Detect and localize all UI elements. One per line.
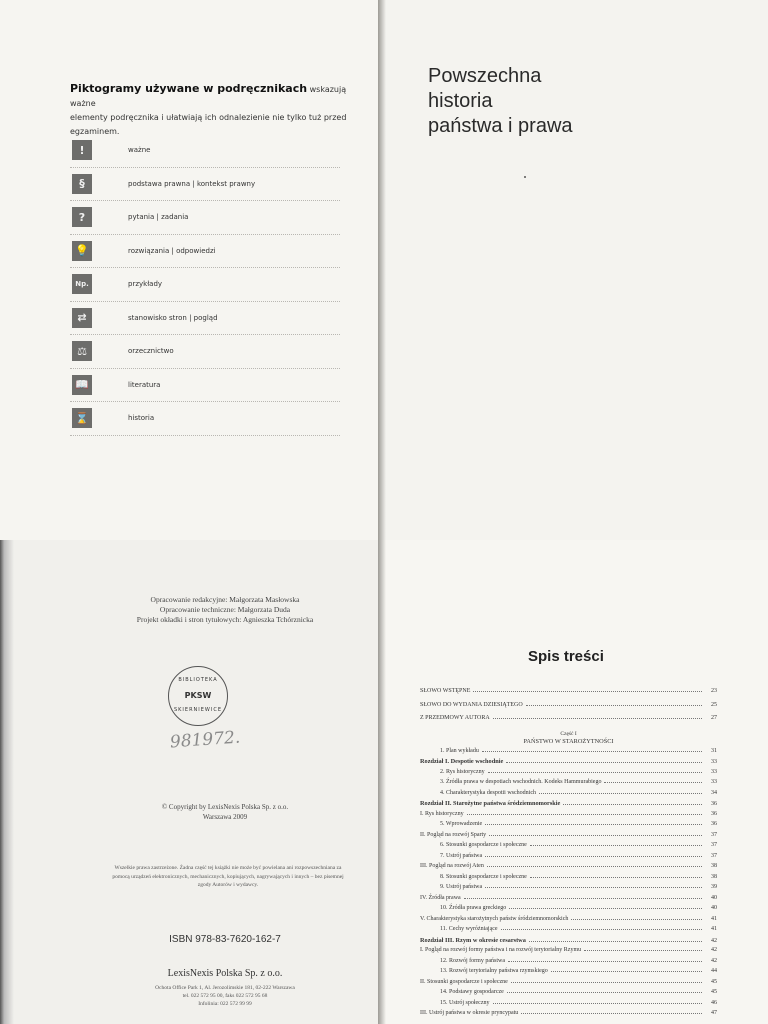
- publisher-address: Ochota Office Park 1, Al. Jerozolimskie 181, 02-222 Warszawa: [155, 985, 295, 991]
- toc-entry-label: 4. Charakterystyka despotii wschodnich: [440, 789, 536, 796]
- toc-entry-label: 3. Źródła prawa w despotiach wschodnich. Kodeks Hammurabiego: [440, 779, 602, 785]
- toc-leader-dots: [482, 751, 702, 752]
- toc-entry-label: 1. Plan wykładu: [440, 747, 479, 754]
- toc-entry-label: Z PRZEDMOWY AUTORA: [420, 715, 490, 721]
- stamp-bottom-text: SKIERNIEWICE: [173, 707, 222, 713]
- library-stamp: [168, 666, 228, 726]
- toc-row: [420, 979, 717, 990]
- toc-row: [420, 958, 717, 969]
- pictogram-row: [70, 369, 340, 403]
- shelf-mark: 981972.: [169, 727, 241, 753]
- arrows-exchange-icon: ⇄: [72, 308, 92, 328]
- pictogram-label: orzecznictwo: [128, 347, 174, 356]
- toc-entry-label: 6. Stosunki gospodarcze i społeczne: [440, 842, 527, 848]
- toc-entry-label: V. Charakterystyka starożytnych państw śródziemnomorskich: [420, 915, 569, 922]
- toc-row: [420, 926, 717, 937]
- speck: [524, 176, 526, 178]
- toc-leader-dots: [551, 971, 702, 972]
- toc-page-number: 25: [711, 701, 717, 708]
- toc-page-number: 45: [711, 989, 717, 995]
- toc-page-number: 47: [711, 1010, 717, 1016]
- pictogram-label: ważne: [128, 146, 151, 155]
- toc-leader-dots: [489, 835, 702, 836]
- toc-leader-dots: [487, 866, 702, 867]
- toc-front-matter: [420, 688, 717, 729]
- copyright-block: [100, 802, 350, 822]
- toc-leader-dots: [485, 856, 702, 857]
- pictogram-row: [70, 402, 340, 436]
- pictogram-label: pytania | zadania: [128, 213, 189, 222]
- toc-leader-dots: [507, 992, 702, 993]
- book-title-line3: państwa i prawa: [428, 115, 573, 137]
- toc-entry-label: Rozdział II. Starożytne państwa śródziemnomorskie: [420, 800, 561, 807]
- toc-entry-label: IV. Źródła prawa: [420, 894, 461, 901]
- toc-row: [420, 989, 717, 1000]
- toc-row: [420, 832, 717, 843]
- book-title-line1: Powszechna: [428, 65, 542, 87]
- toc-row: [420, 863, 717, 874]
- toc-page-number: 44: [711, 968, 717, 974]
- question-icon: ?: [72, 207, 92, 227]
- toc-row: [420, 853, 717, 864]
- gutter-shadow: [0, 540, 14, 1024]
- toc-page-number: 39: [711, 884, 717, 890]
- toc-entry-label: 14. Podstawy gospodarcze: [440, 989, 504, 995]
- publisher-block: [90, 968, 360, 1008]
- toc-page-number: 34: [711, 789, 717, 796]
- toc-page-number: 42: [711, 947, 717, 953]
- toc-entry-label: 12. Rozwój formy państwa: [440, 957, 505, 964]
- toc-page-number: 23: [711, 688, 717, 694]
- lightbulb-icon: 💡: [72, 241, 92, 261]
- toc-leader-dots: [509, 908, 702, 909]
- toc-page-number: 33: [711, 768, 717, 775]
- toc-row: [420, 895, 717, 906]
- toc-page-number: 45: [711, 978, 717, 985]
- toc-leader-dots: [485, 887, 702, 888]
- toc-leader-dots: [506, 762, 702, 763]
- pictogram-label: przykłady: [128, 280, 163, 289]
- toc-row: [420, 688, 717, 702]
- book-title: [428, 64, 573, 139]
- toc-leader-dots: [539, 793, 702, 794]
- toc-chapter-row: [420, 758, 717, 769]
- book-title-line2: historia: [428, 90, 493, 112]
- toc-leader-dots: [571, 919, 702, 920]
- toc-row: [420, 821, 717, 832]
- toc-chapter-row: [420, 937, 717, 948]
- pictogram-label: rozwiązania | odpowiedzi: [128, 246, 216, 255]
- toc-row: [420, 790, 717, 801]
- toc-row: [420, 715, 717, 729]
- toc-leader-dots: [563, 804, 702, 805]
- technical-credit: Opracowanie techniczne: Małgorzata Duda: [159, 605, 291, 614]
- toc-entry-label: 8. Stosunki gospodarcze i społeczne: [440, 873, 527, 880]
- toc-leader-dots: [464, 898, 702, 899]
- toc-row: [420, 702, 717, 716]
- toc-leader-dots: [521, 1013, 702, 1014]
- toc-entry-label: SŁOWO DO WYDANIA DZIESIĄTEGO: [420, 701, 523, 708]
- toc-row: [420, 811, 717, 822]
- toc-row: [420, 1000, 717, 1011]
- toc-row: [420, 769, 717, 780]
- toc-list: [420, 688, 717, 1021]
- scales-icon: ⚖: [72, 341, 92, 361]
- toc-page-number: 42: [711, 957, 717, 964]
- toc-entry-label: III. Ustrój państwa w okresie pryncypatu: [420, 1010, 519, 1016]
- hourglass-icon: ⌛: [72, 408, 92, 428]
- toc-row: [420, 1010, 717, 1021]
- pictogram-row: [70, 268, 340, 302]
- np-icon: Np.: [72, 274, 92, 294]
- toc-leader-dots: [530, 877, 702, 878]
- pictogram-row: [70, 201, 340, 235]
- book-icon: 📖: [72, 375, 92, 395]
- toc-leader-dots: [467, 814, 702, 815]
- toc-entries: [420, 748, 717, 1021]
- toc-page-number: 46: [711, 999, 717, 1006]
- toc-leader-dots: [584, 950, 702, 951]
- title-page: [378, 0, 768, 540]
- legend-intro-line2: elementy podręcznika i ułatwiają ich odnalezienie nie tylko tuż przed egzaminem.: [70, 113, 347, 136]
- legend-title: Piktogramy używane w podręcznikach: [70, 82, 308, 95]
- toc-leader-dots: [488, 772, 702, 773]
- pictogram-row: [70, 235, 340, 269]
- toc-row: [420, 884, 717, 895]
- toc-page-number: 41: [711, 926, 717, 932]
- toc-entry-label: SŁOWO WSTĘPNE: [420, 688, 471, 694]
- toc-entry-label: 10. Źródła prawa greckiego: [440, 905, 507, 911]
- toc-entry-label: I. Rys historyczny: [420, 810, 464, 817]
- toc-page-number: 27: [711, 715, 717, 721]
- stamp-mid-text: PKSW: [184, 691, 212, 700]
- toc-page-number: 37: [711, 842, 717, 848]
- copyright-line: © Copyright by LexisNexis Polska Sp. z o.o.: [161, 803, 289, 811]
- toc-row: [420, 748, 717, 759]
- gutter-shadow: [378, 540, 386, 1024]
- toc-row: [420, 874, 717, 885]
- toc-page-number: 37: [711, 831, 717, 838]
- toc-leader-dots: [604, 782, 702, 783]
- toc-row: [420, 842, 717, 853]
- toc-entry-label: III. Pogląd na rozwój Aten: [420, 863, 484, 869]
- toc-leader-dots: [473, 691, 702, 692]
- toc-leader-dots: [511, 982, 702, 983]
- pictogram-row: [70, 168, 340, 202]
- toc-row: [420, 905, 717, 916]
- pictogram-row: [70, 302, 340, 336]
- toc-page-number: 36: [711, 810, 717, 817]
- toc-part-name: PAŃSTWO W STAROŻYTNOŚCI: [523, 737, 614, 745]
- toc-entry-label: II. Pogląd na rozwój Sparty: [420, 831, 487, 838]
- pictogram-row: [70, 134, 340, 168]
- toc-page-number: 38: [711, 863, 717, 869]
- toc-entry-label: 13. Rozwój terytorialny państwa rzymskiego: [440, 968, 548, 974]
- toc-leader-dots: [501, 929, 702, 930]
- toc-row: [420, 779, 717, 790]
- toc-page-number: 38: [711, 873, 717, 880]
- toc-page-number: 41: [711, 915, 717, 922]
- toc-entry-label: II. Stosunki gospodarcze i społeczne: [420, 978, 508, 985]
- toc-leader-dots: [529, 941, 702, 942]
- toc-entry-label: 11. Cechy wyróżniające: [440, 926, 498, 932]
- legend-intro-line1: wskazują ważne: [70, 85, 347, 108]
- toc-leader-dots: [508, 961, 702, 962]
- toc-chapter-row: [420, 800, 717, 811]
- stamp-top-text: BIBLIOTEKA: [178, 677, 218, 683]
- toc-entry-label: 2. Rys historyczny: [440, 768, 485, 775]
- toc-page-number: 42: [711, 937, 717, 944]
- toc-page-number: 40: [711, 894, 717, 901]
- toc-page-number: 31: [711, 747, 717, 754]
- toc-entry-label: Rozdział I. Despotie wschodnie: [420, 758, 504, 765]
- copyright-place: Warszawa 2009: [202, 813, 248, 821]
- pictogram-label: historia: [128, 414, 155, 423]
- toc-leader-dots: [493, 718, 702, 719]
- credits: [100, 595, 350, 625]
- toc-part-heading: [420, 731, 717, 745]
- cover-credit: Projekt okładki i stron tytułowych: Agnieszka Tchórznicka: [136, 615, 314, 624]
- paragraph-icon: §: [72, 174, 92, 194]
- pictogram-label: stanowisko stron | pogląd: [128, 313, 218, 322]
- publisher-infoline: Infolinia: 022 572 99 99: [198, 1001, 252, 1007]
- toc-page-number: 37: [711, 852, 717, 859]
- toc-page-number: 40: [711, 905, 717, 911]
- toc-leader-dots: [526, 705, 702, 706]
- exclamation-icon: !: [72, 140, 92, 160]
- toc-page: [378, 540, 768, 1024]
- editorial-credit: Opracowanie redakcyjne: Małgorzata Masłowska: [150, 595, 300, 604]
- toc-page-number: 33: [711, 759, 717, 765]
- toc-entry-label: 15. Ustrój społeczny: [440, 999, 490, 1006]
- rights-notice: Wszelkie prawa zastrzeżone. Żadna część tej książki nie może być powielana ani rozpowszechniana za pomocą urządzeń elektronicznych, mechanicznych, kopiujących, nagrywających i innych – bez pisemnej zgody Autorów i wydawcy.: [112, 865, 344, 888]
- toc-entry-label: 5. Wprowadzenie: [440, 821, 483, 827]
- pictogram-row: [70, 335, 340, 369]
- toc-entry-label: Rozdział III. Rzym w okresie cesarstwa: [420, 936, 526, 944]
- toc-leader-dots: [493, 1003, 703, 1004]
- toc-title: Spis treści: [528, 648, 604, 665]
- pictogram-list: [70, 134, 340, 436]
- toc-page-number: 36: [711, 821, 717, 827]
- isbn: ISBN 978-83-7620-162-7: [169, 934, 281, 945]
- imprint-page: [0, 540, 378, 1024]
- toc-entry-label: 7. Ustrój państwa: [440, 852, 483, 859]
- toc-part-label: Część I: [560, 730, 577, 737]
- legend-intro: [70, 82, 360, 139]
- toc-leader-dots: [485, 824, 702, 825]
- pictogram-legend-page: [0, 0, 378, 540]
- toc-row: [420, 916, 717, 927]
- toc-entry-label: I. Pogląd na rozwój formy państwa i na rozwój terytorialny Rzymu: [420, 947, 582, 953]
- publisher-name: LexisNexis Polska Sp. z o.o.: [167, 968, 283, 979]
- toc-entry-label: 9. Ustrój państwa: [440, 884, 483, 890]
- toc-page-number: 36: [711, 801, 717, 807]
- pictogram-label: podstawa prawna | kontekst prawny: [128, 179, 256, 188]
- pictogram-label: literatura: [128, 380, 161, 389]
- toc-leader-dots: [530, 845, 702, 846]
- toc-row: [420, 968, 717, 979]
- toc-row: [420, 947, 717, 958]
- toc-page-number: 33: [711, 779, 717, 785]
- publisher-phone: tel. 022 572 95 00, faks 022 572 95 68: [182, 993, 268, 999]
- gutter-shadow: [378, 0, 386, 540]
